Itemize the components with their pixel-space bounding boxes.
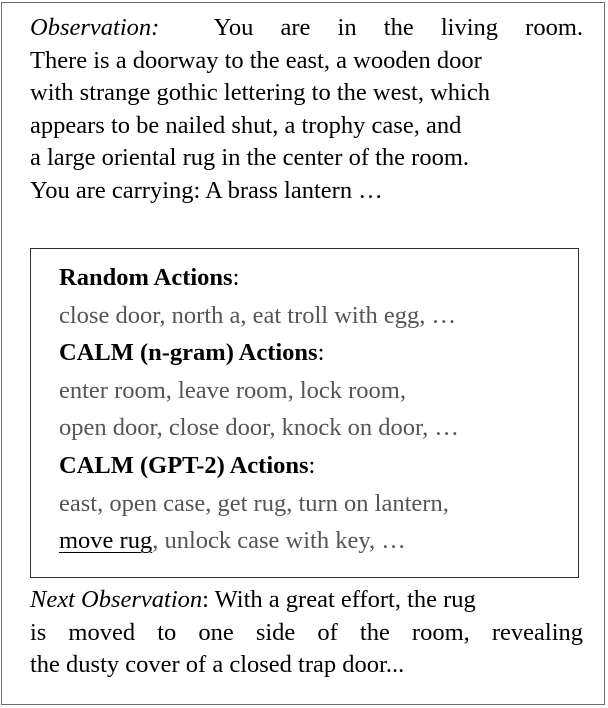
ngram-actions-line-1: enter room, leave room, lock room,: [59, 376, 406, 404]
observation-line-2: There is a doorway to the east, a wooden door: [30, 46, 482, 74]
actions-box: [30, 248, 579, 578]
next-observation-label: Next Observation: [30, 586, 203, 613]
observation-line-4: appears to be nailed shut, a trophy case, and: [30, 111, 462, 139]
observation-line-6: You are carrying: A brass lantern …: [30, 176, 383, 204]
observation-line-1: Observation: You are in the living room.: [30, 14, 584, 41]
next-observation-line-3: the dusty cover of a closed trap door...: [30, 651, 405, 678]
next-observation-line-2: is moved to one side of the room, revealing: [30, 618, 583, 646]
ngram-actions-line-2: open door, close door, knock on door, …: [59, 414, 459, 442]
observation-line-5: a large oriental rug in the center of the room.: [30, 144, 470, 171]
random-actions-list: close door, north a, eat troll with egg, …: [59, 301, 457, 329]
gpt2-actions-heading: CALM (GPT-2) Actions:: [59, 451, 316, 479]
gpt2-actions-line-1: east, open case, get rug, turn on lantern,: [59, 489, 449, 517]
gpt2-actions-line-2: move rug, unlock case with key, …: [59, 527, 406, 555]
random-actions-heading: Random Actions:: [59, 264, 240, 291]
next-observation-block: [30, 584, 583, 682]
observation-block: [30, 12, 583, 207]
ngram-actions-heading: CALM (n-gram) Actions:: [59, 339, 325, 367]
next-observation-line-1: Next Observation: With a great effort, the rug: [30, 586, 476, 613]
observation-label: Observation:: [30, 14, 160, 41]
selected-action: move rug: [59, 527, 153, 555]
observation-line-3: with strange gothic lettering to the west, which: [30, 79, 490, 106]
